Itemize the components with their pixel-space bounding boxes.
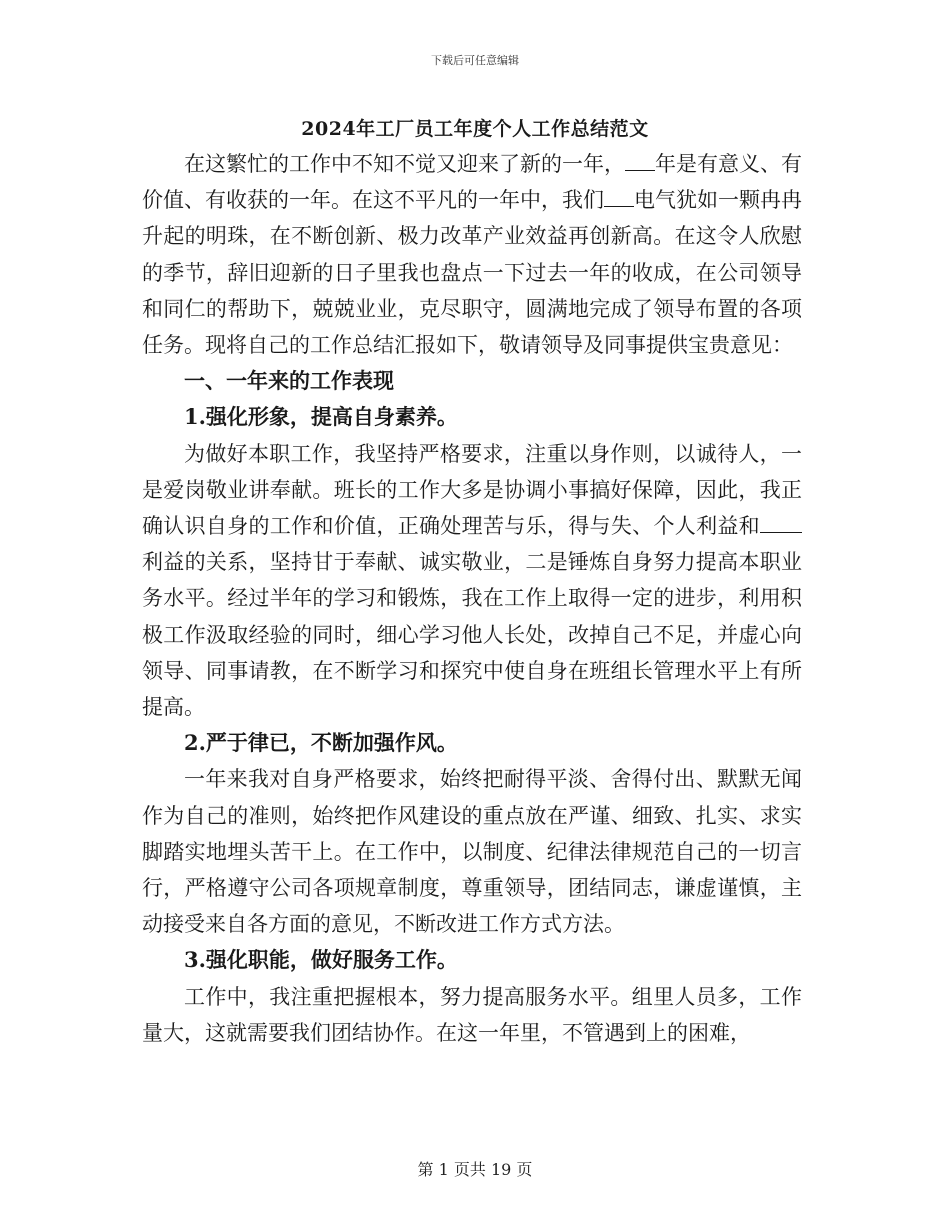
intro-text-3: 电气犹如一颗冉冉升起的明珠，在不断创新、极力改革产业效益再创新高。在这令人欣慰的季节，辞旧迎新的日子里我也盘点一下过去一年的收成，在公司领导和同仁的帮助下，兢兢业业，克尽职守，圆满地完成了领导布置的各项任务。现将自己的工作总结汇报如下，敬请领导及同事提供宝贵意见： xyxy=(142,188,802,358)
sub1-text-2: 利益的关系，坚持甘于奉献、诚实敬业，二是锤炼自身努力提高本职业务水平。经过半年的学习和锻炼，我在工作上取得一定的进步，利用积极工作汲取经验的同时，细心学习他人长处，改掉自己不足，并虚心向领导、同事请教，在不断学习和探究中使自身在班组长管理水平上有所提高。 xyxy=(142,550,802,720)
document-title: 2024年工厂员工年度个人工作总结范文 xyxy=(301,118,649,140)
section-heading-1: 一、一年来的工作表现 xyxy=(184,368,394,394)
subsection-paragraph-3: 工作中，我注重把握根本，努力提高服务水平。组里人员多，工作量大，这就需要我们团结协作。在这一年里，不管遇到上的困难， xyxy=(142,984,802,1045)
intro-text-1: 在这繁忙的工作中不知不觉又迎来了新的一年， xyxy=(184,152,625,176)
intro-paragraph xyxy=(142,146,802,363)
subsection-heading-3: 3.强化职能，做好服务工作。 xyxy=(184,947,458,973)
sub1-text-1: 为做好本职工作，我坚持严格要求，注重以身作则，以诚待人，一是爱岗敬业讲奉献。班长的工作大多是协调小事搞好保障，因此，我正确认识自身的工作和价值，正确处理苦与乐，得与失、个人利益和 xyxy=(142,441,802,539)
fill-blank xyxy=(604,188,634,207)
subsection-paragraph-2: 一年来我对自身严格要求，始终把耐得平淡、舍得付出、默默无闻作为自己的准则，始终把作风建设的重点放在严谨、细致、扎实、求实脚踏实地埋头苦干上。在工作中，以制度、纪律法律规范自己的一切言行，严格遵守公司各项规章制度，尊重领导，团结同志，谦虚谨慎，主动接受来自各方面的意见，不断改进工作方式方法。 xyxy=(142,767,802,937)
subsection-heading-1: 1.强化形象，提高自身素养。 xyxy=(184,404,458,430)
subsection-paragraph-1 xyxy=(142,436,802,726)
fill-blank xyxy=(760,514,802,533)
subsection-heading-2: 2.严于律已，不断加强作风。 xyxy=(184,730,458,756)
fill-blank xyxy=(625,152,655,171)
page-header-note: 下载后可任意编辑 xyxy=(431,54,519,67)
page-number: 第 1 页共 19 页 xyxy=(417,1160,533,1179)
intro-text-2: 年是有意义、有价值、有收获的一年。在这不平凡的一年中，我们 xyxy=(142,152,802,213)
document-body xyxy=(142,146,802,1051)
